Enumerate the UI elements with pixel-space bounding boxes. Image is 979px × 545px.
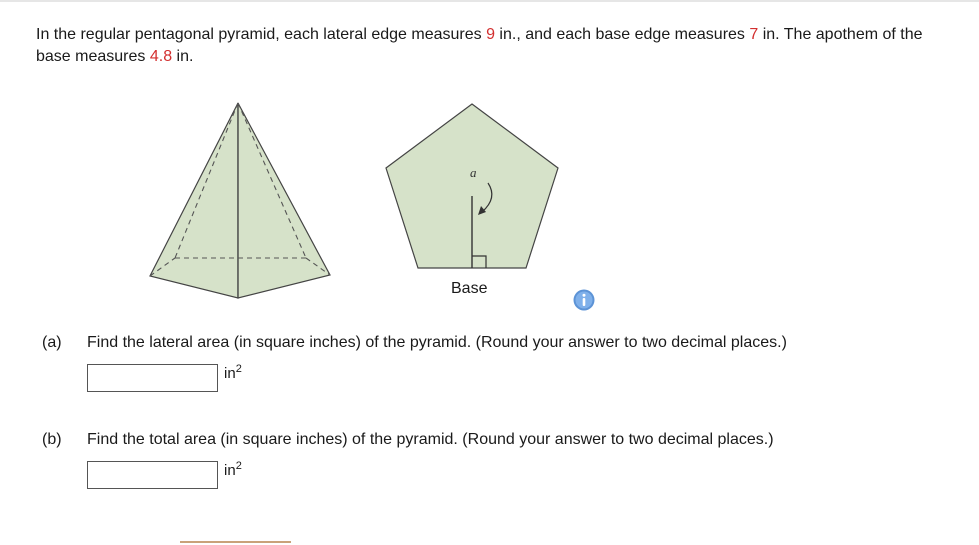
- problem-text-2: in., and each base edge measures: [494, 26, 750, 43]
- pyramid-drawing: [150, 103, 330, 298]
- base-pentagon-drawing: [386, 104, 558, 268]
- info-icon[interactable]: [573, 289, 595, 311]
- part-b-unit: [224, 462, 242, 480]
- problem-text-3: in. The apothem of the base measures: [36, 26, 923, 65]
- problem-text-4: in.: [172, 48, 194, 65]
- part-b-unit-exponent: 2: [235, 460, 242, 472]
- part-b-unit-base: in: [224, 462, 236, 479]
- part-a-unit-base: in: [224, 365, 236, 382]
- part-a-question: Find the lateral area (in square inches) of the pyramid. (Round your answer to two decimal places.): [87, 334, 787, 351]
- part-a-unit-exponent: 2: [235, 363, 242, 375]
- part-a-letter: (a): [42, 334, 62, 351]
- part-b-answer-input[interactable]: [87, 461, 218, 489]
- apothem-label: a: [470, 165, 477, 180]
- part-b-letter: (b): [42, 431, 62, 448]
- part-b-question: Find the total area (in square inches) of the pyramid. (Round your answer to two decimal places.): [87, 431, 774, 448]
- partial-button-edge: [180, 541, 291, 543]
- part-a-unit: [224, 365, 242, 383]
- lateral-edge-value: 9: [486, 26, 495, 43]
- problem-text-1: In the regular pentagonal pyramid, each lateral edge measures: [36, 26, 487, 43]
- base-edge-value: 7: [749, 26, 759, 43]
- apothem-value: 4.8: [149, 48, 173, 65]
- part-a-answer-input[interactable]: [87, 364, 218, 392]
- base-label: Base: [451, 280, 488, 297]
